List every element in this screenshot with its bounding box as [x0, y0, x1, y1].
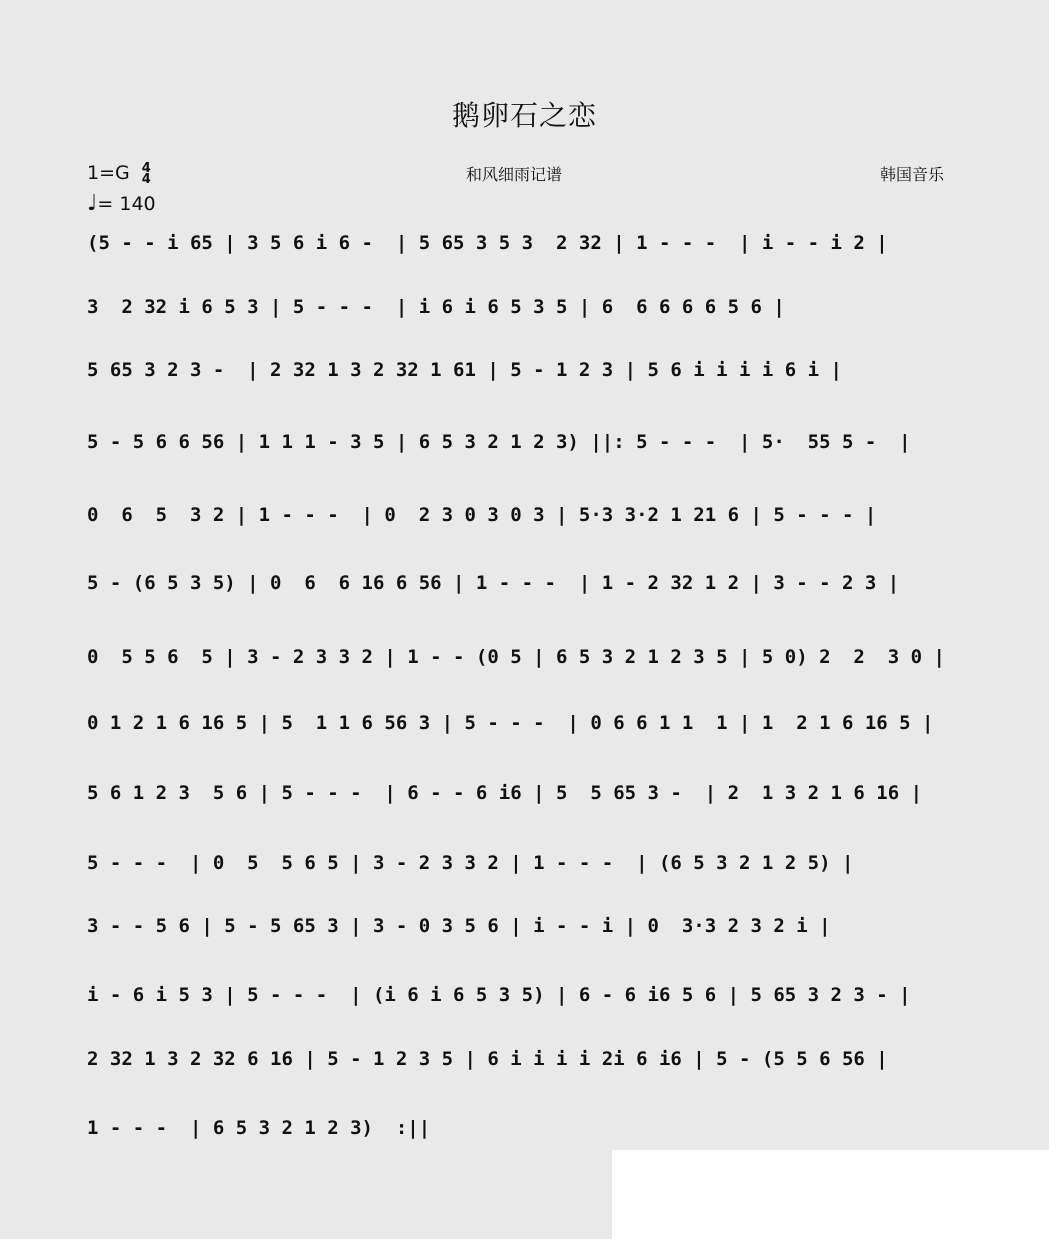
blank-corner — [612, 1150, 1049, 1239]
time-numerator: 4 — [141, 160, 151, 176]
score-row-3: 5 65 3 2 3 - | 2 32 1 3 2 32 1 61 | 5 - 1 2 3 | 5 6 i i i i 6 i | — [87, 359, 842, 381]
time-denominator: 4 — [141, 171, 151, 187]
key-label: 1=G — [87, 162, 130, 184]
score-row-10: 5 - - - | 0 5 5 6 5 | 3 - 2 3 3 2 | 1 - - - | (6 5 3 2 1 2 5) | — [87, 852, 854, 874]
score-row-13: 2 32 1 3 2 32 6 16 | 5 - 1 2 3 5 | 6 i i i i 2i 6 i6 | 5 - (5 5 6 56 | — [87, 1048, 888, 1070]
transcriber-credit: 和风细雨记谱 — [466, 165, 563, 184]
score-row-8: 0 1 2 1 6 16 5 | 5 1 1 6 56 3 | 5 - - - | 0 6 6 1 1 1 | 1 2 1 6 16 5 | — [87, 712, 934, 734]
quarter-note-icon: ♩ — [87, 191, 98, 216]
time-signature — [141, 160, 151, 187]
tempo-marking — [87, 191, 156, 216]
score-row-12: i - 6 i 5 3 | 5 - - - | (i 6 i 6 5 3 5) | 6 - 6 i6 5 6 | 5 65 3 2 3 - | — [87, 984, 911, 1006]
score-row-4: 5 - 5 6 6 56 | 1 1 1 - 3 5 | 6 5 3 2 1 2 3) ||: 5 - - - | 5· 55 5 - | — [87, 431, 911, 453]
score-row-14: 1 - - - | 6 5 3 2 1 2 3) :|| — [87, 1117, 431, 1139]
score-row-5: 0 6 5 3 2 | 1 - - - | 0 2 3 0 3 0 3 | 5·3 3·2 1 21 6 | 5 - - - | — [87, 504, 877, 526]
page-title: 鹅卵石之恋 — [451, 99, 597, 132]
source-credit: 韩国音乐 — [880, 165, 945, 184]
score-row-6: 5 - (6 5 3 5) | 0 6 6 16 6 56 | 1 - - - | 1 - 2 32 1 2 | 3 - - 2 3 | — [87, 572, 900, 594]
tempo-value: = 140 — [97, 193, 156, 215]
score-row-9: 5 6 1 2 3 5 6 | 5 - - - | 6 - - 6 i6 | 5 5 65 3 - | 2 1 3 2 1 6 16 | — [87, 782, 923, 804]
score-row-2: 3 2 32 i 6 5 3 | 5 - - - | i 6 i 6 5 3 5 | 6 6 6 6 6 5 6 | — [87, 296, 785, 318]
score-row-7: 0 5 5 6 5 | 3 - 2 3 3 2 | 1 - - (0 5 | 6 5 3 2 1 2 3 5 | 5 0) 2 2 3 0 | — [87, 646, 945, 668]
score-row-1: (5 - - i 65 | 3 5 6 i 6 - | 5 65 3 5 3 2 32 | 1 - - - | i - - i 2 | — [87, 232, 888, 254]
score-row-11: 3 - - 5 6 | 5 - 5 65 3 | 3 - 0 3 5 6 | i - - i | 0 3·3 2 3 2 i | — [87, 915, 831, 937]
key-signature — [87, 162, 151, 185]
